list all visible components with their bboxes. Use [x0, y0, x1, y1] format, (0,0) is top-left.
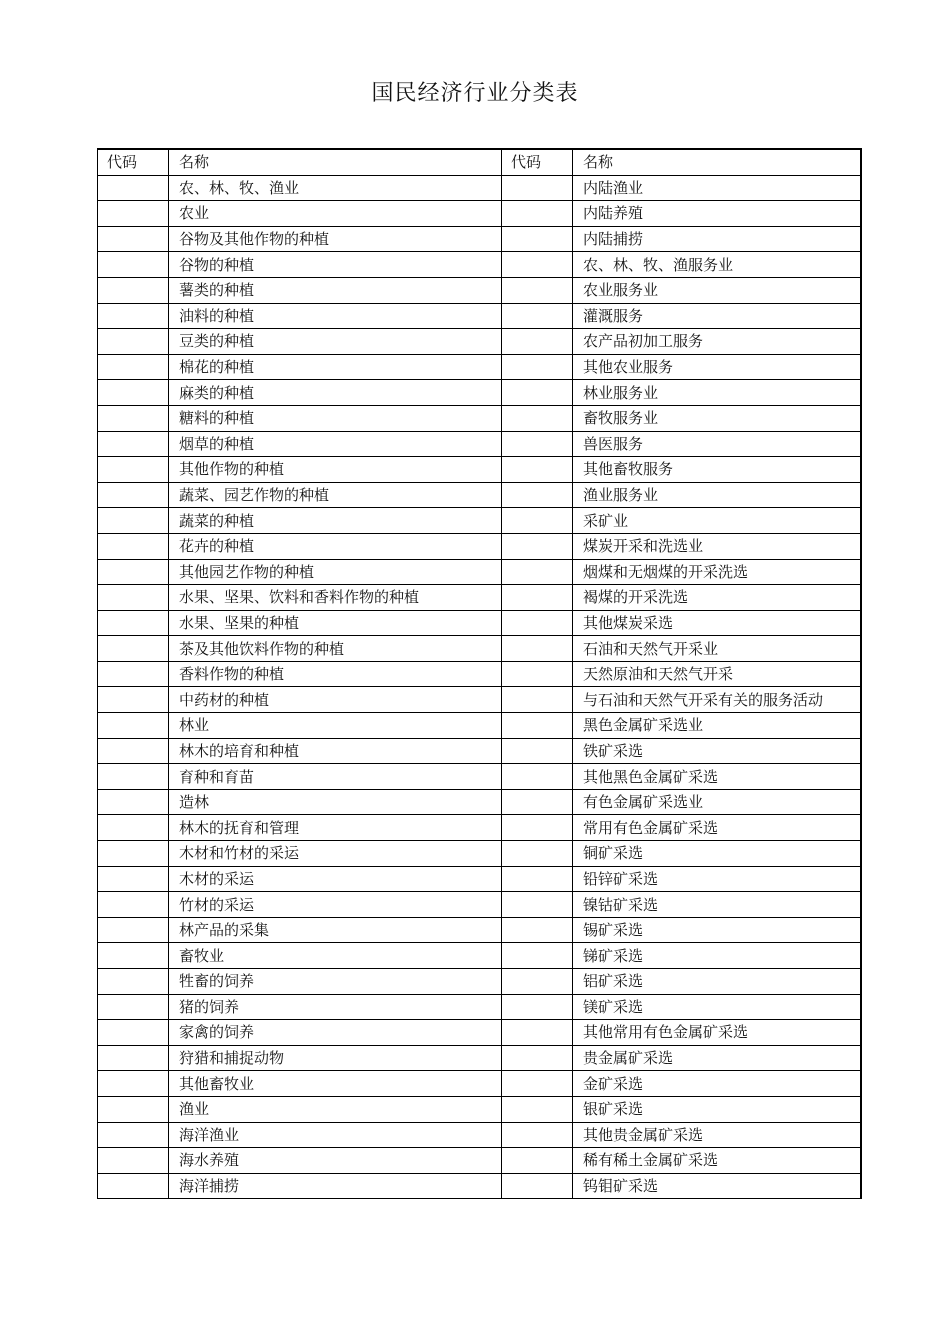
left-code-cell — [98, 175, 169, 201]
left-code-cell — [98, 636, 169, 662]
right-code-cell — [502, 738, 573, 764]
right-code-cell — [502, 457, 573, 483]
right-name-cell: 煤炭开采和洗选业 — [573, 533, 861, 559]
left-code-cell — [98, 969, 169, 995]
left-code-cell — [98, 380, 169, 406]
left-name-cell: 海洋渔业 — [169, 1122, 502, 1148]
right-name-cell: 褐煤的开采洗选 — [573, 585, 861, 611]
left-code-cell — [98, 1020, 169, 1046]
right-code-cell — [502, 1020, 573, 1046]
left-name-cell: 育种和育苗 — [169, 764, 502, 790]
left-name-cell: 豆类的种植 — [169, 329, 502, 355]
table-row — [98, 201, 861, 227]
left-code-cell — [98, 559, 169, 585]
table-row — [98, 866, 861, 892]
right-name-cell: 黑色金属矿采选业 — [573, 713, 861, 739]
table-row — [98, 815, 861, 841]
left-name-cell: 海洋捕捞 — [169, 1173, 502, 1199]
left-code-cell — [98, 687, 169, 713]
right-name-cell: 铁矿采选 — [573, 738, 861, 764]
table-row — [98, 969, 861, 995]
left-code-cell — [98, 252, 169, 278]
table-row — [98, 303, 861, 329]
left-name-cell: 糖料的种植 — [169, 405, 502, 431]
left-name-cell: 海水养殖 — [169, 1148, 502, 1174]
right-name-cell: 其他畜牧服务 — [573, 457, 861, 483]
right-code-cell — [502, 201, 573, 227]
right-code-cell — [502, 866, 573, 892]
right-code-cell — [502, 252, 573, 278]
table-row — [98, 1148, 861, 1174]
left-name-cell: 畜牧业 — [169, 943, 502, 969]
table-row — [98, 431, 861, 457]
right-name-cell: 农业服务业 — [573, 277, 861, 303]
right-name-cell: 有色金属矿采选业 — [573, 789, 861, 815]
left-name-cell: 薯类的种植 — [169, 277, 502, 303]
left-name-cell: 茶及其他饮料作物的种植 — [169, 636, 502, 662]
table-row — [98, 252, 861, 278]
left-code-cell — [98, 943, 169, 969]
left-code-cell — [98, 713, 169, 739]
left-code-cell — [98, 1045, 169, 1071]
right-code-cell — [502, 1071, 573, 1097]
right-name-cell: 其他黑色金属矿采选 — [573, 764, 861, 790]
right-code-cell — [502, 764, 573, 790]
right-name-cell: 林业服务业 — [573, 380, 861, 406]
left-name-cell: 牲畜的饲养 — [169, 969, 502, 995]
left-name-cell: 麻类的种植 — [169, 380, 502, 406]
right-code-cell — [502, 585, 573, 611]
table-row — [98, 1045, 861, 1071]
right-code-cell — [502, 277, 573, 303]
left-name-cell: 水果、坚果、饮料和香料作物的种植 — [169, 585, 502, 611]
right-code-cell — [502, 636, 573, 662]
table-row — [98, 1096, 861, 1122]
left-code-cell — [98, 457, 169, 483]
left-code-cell — [98, 1148, 169, 1174]
table-row — [98, 533, 861, 559]
left-name-cell: 谷物及其他作物的种植 — [169, 226, 502, 252]
left-name-cell: 狩猎和捕捉动物 — [169, 1045, 502, 1071]
left-code-cell — [98, 405, 169, 431]
left-name-cell: 其他畜牧业 — [169, 1071, 502, 1097]
right-name-cell: 灌溉服务 — [573, 303, 861, 329]
left-name-cell: 农业 — [169, 201, 502, 227]
header-left-name: 名称 — [169, 149, 502, 175]
left-name-cell: 其他园艺作物的种植 — [169, 559, 502, 585]
table-row — [98, 789, 861, 815]
left-name-cell: 木材的采运 — [169, 866, 502, 892]
right-name-cell: 锑矿采选 — [573, 943, 861, 969]
right-code-cell — [502, 533, 573, 559]
right-name-cell: 其他贵金属矿采选 — [573, 1122, 861, 1148]
table-row — [98, 1071, 861, 1097]
right-name-cell: 其他常用有色金属矿采选 — [573, 1020, 861, 1046]
left-name-cell: 造林 — [169, 789, 502, 815]
left-code-cell — [98, 1096, 169, 1122]
table-row — [98, 405, 861, 431]
left-name-cell: 香料作物的种植 — [169, 661, 502, 687]
right-name-cell: 内陆渔业 — [573, 175, 861, 201]
table-header-row — [98, 149, 861, 175]
left-name-cell: 烟草的种植 — [169, 431, 502, 457]
left-code-cell — [98, 226, 169, 252]
left-code-cell — [98, 585, 169, 611]
right-code-cell — [502, 713, 573, 739]
right-code-cell — [502, 1096, 573, 1122]
right-code-cell — [502, 508, 573, 534]
left-name-cell: 木材和竹材的采运 — [169, 841, 502, 867]
left-name-cell: 林木的培育和种植 — [169, 738, 502, 764]
left-code-cell — [98, 354, 169, 380]
left-code-cell — [98, 431, 169, 457]
right-name-cell: 渔业服务业 — [573, 482, 861, 508]
left-code-cell — [98, 892, 169, 918]
header-right-name: 名称 — [573, 149, 861, 175]
table-row — [98, 943, 861, 969]
table-row — [98, 380, 861, 406]
right-code-cell — [502, 841, 573, 867]
left-code-cell — [98, 815, 169, 841]
right-code-cell — [502, 789, 573, 815]
left-name-cell: 农、林、牧、渔业 — [169, 175, 502, 201]
right-code-cell — [502, 661, 573, 687]
table-row — [98, 917, 861, 943]
left-code-cell — [98, 482, 169, 508]
right-code-cell — [502, 405, 573, 431]
left-name-cell: 棉花的种植 — [169, 354, 502, 380]
left-code-cell — [98, 789, 169, 815]
left-name-cell: 竹材的采运 — [169, 892, 502, 918]
right-name-cell: 内陆捕捞 — [573, 226, 861, 252]
right-name-cell: 采矿业 — [573, 508, 861, 534]
industry-classification-table — [97, 148, 862, 1199]
right-code-cell — [502, 303, 573, 329]
left-name-cell: 林木的抚育和管理 — [169, 815, 502, 841]
right-code-cell — [502, 175, 573, 201]
right-name-cell: 与石油和天然气开采有关的服务活动 — [573, 687, 861, 713]
right-name-cell: 烟煤和无烟煤的开采洗选 — [573, 559, 861, 585]
left-name-cell: 油料的种植 — [169, 303, 502, 329]
table-row — [98, 994, 861, 1020]
right-code-cell — [502, 687, 573, 713]
right-code-cell — [502, 380, 573, 406]
table-row — [98, 559, 861, 585]
left-code-cell — [98, 1173, 169, 1199]
left-code-cell — [98, 841, 169, 867]
left-code-cell — [98, 738, 169, 764]
right-name-cell: 内陆养殖 — [573, 201, 861, 227]
right-name-cell: 铜矿采选 — [573, 841, 861, 867]
right-name-cell: 钨钼矿采选 — [573, 1173, 861, 1199]
left-name-cell: 家禽的饲养 — [169, 1020, 502, 1046]
right-code-cell — [502, 1045, 573, 1071]
table-row — [98, 1020, 861, 1046]
left-code-cell — [98, 303, 169, 329]
table-row — [98, 482, 861, 508]
table-row — [98, 354, 861, 380]
right-code-cell — [502, 610, 573, 636]
left-code-cell — [98, 277, 169, 303]
table-row — [98, 585, 861, 611]
right-code-cell — [502, 559, 573, 585]
right-code-cell — [502, 226, 573, 252]
right-code-cell — [502, 1122, 573, 1148]
header-right-code: 代码 — [502, 149, 573, 175]
left-code-cell — [98, 1071, 169, 1097]
table-row — [98, 175, 861, 201]
left-name-cell: 林产品的采集 — [169, 917, 502, 943]
right-name-cell: 铝矿采选 — [573, 969, 861, 995]
left-name-cell: 中药材的种植 — [169, 687, 502, 713]
left-name-cell: 其他作物的种植 — [169, 457, 502, 483]
right-name-cell: 锡矿采选 — [573, 917, 861, 943]
right-code-cell — [502, 943, 573, 969]
right-code-cell — [502, 892, 573, 918]
left-code-cell — [98, 533, 169, 559]
right-name-cell: 常用有色金属矿采选 — [573, 815, 861, 841]
left-name-cell: 蔬菜、园艺作物的种植 — [169, 482, 502, 508]
table-row — [98, 1173, 861, 1199]
left-code-cell — [98, 1122, 169, 1148]
right-name-cell: 农、林、牧、渔服务业 — [573, 252, 861, 278]
right-name-cell: 其他农业服务 — [573, 354, 861, 380]
left-code-cell — [98, 508, 169, 534]
table-row — [98, 457, 861, 483]
table-row — [98, 226, 861, 252]
table-row — [98, 713, 861, 739]
left-name-cell: 水果、坚果的种植 — [169, 610, 502, 636]
right-code-cell — [502, 994, 573, 1020]
left-name-cell: 蔬菜的种植 — [169, 508, 502, 534]
table-row — [98, 764, 861, 790]
right-code-cell — [502, 1148, 573, 1174]
table-row — [98, 508, 861, 534]
right-name-cell: 金矿采选 — [573, 1071, 861, 1097]
right-name-cell: 石油和天然气开采业 — [573, 636, 861, 662]
left-code-cell — [98, 994, 169, 1020]
right-name-cell: 其他煤炭采选 — [573, 610, 861, 636]
left-name-cell: 谷物的种植 — [169, 252, 502, 278]
right-name-cell: 农产品初加工服务 — [573, 329, 861, 355]
left-code-cell — [98, 764, 169, 790]
right-code-cell — [502, 354, 573, 380]
right-name-cell: 稀有稀土金属矿采选 — [573, 1148, 861, 1174]
table-row — [98, 661, 861, 687]
right-code-cell — [502, 431, 573, 457]
left-code-cell — [98, 866, 169, 892]
table-row — [98, 277, 861, 303]
right-code-cell — [502, 482, 573, 508]
right-name-cell: 镍钴矿采选 — [573, 892, 861, 918]
table-row — [98, 1122, 861, 1148]
left-code-cell — [98, 329, 169, 355]
right-name-cell: 银矿采选 — [573, 1096, 861, 1122]
header-left-code: 代码 — [98, 149, 169, 175]
right-name-cell: 兽医服务 — [573, 431, 861, 457]
table-row — [98, 610, 861, 636]
table-row — [98, 841, 861, 867]
right-name-cell: 畜牧服务业 — [573, 405, 861, 431]
right-code-cell — [502, 1173, 573, 1199]
page-title: 国民经济行业分类表 — [371, 81, 579, 106]
right-name-cell: 镁矿采选 — [573, 994, 861, 1020]
table-row — [98, 687, 861, 713]
right-name-cell: 贵金属矿采选 — [573, 1045, 861, 1071]
right-code-cell — [502, 917, 573, 943]
right-code-cell — [502, 329, 573, 355]
right-code-cell — [502, 815, 573, 841]
left-name-cell: 猪的饲养 — [169, 994, 502, 1020]
left-code-cell — [98, 661, 169, 687]
left-name-cell: 渔业 — [169, 1096, 502, 1122]
left-name-cell: 花卉的种植 — [169, 533, 502, 559]
right-code-cell — [502, 969, 573, 995]
left-code-cell — [98, 201, 169, 227]
table-row — [98, 738, 861, 764]
right-name-cell: 铅锌矿采选 — [573, 866, 861, 892]
table-body — [98, 175, 861, 1199]
right-name-cell: 天然原油和天然气开采 — [573, 661, 861, 687]
left-name-cell: 林业 — [169, 713, 502, 739]
table-row — [98, 636, 861, 662]
left-code-cell — [98, 917, 169, 943]
table-row — [98, 329, 861, 355]
table-row — [98, 892, 861, 918]
left-code-cell — [98, 610, 169, 636]
